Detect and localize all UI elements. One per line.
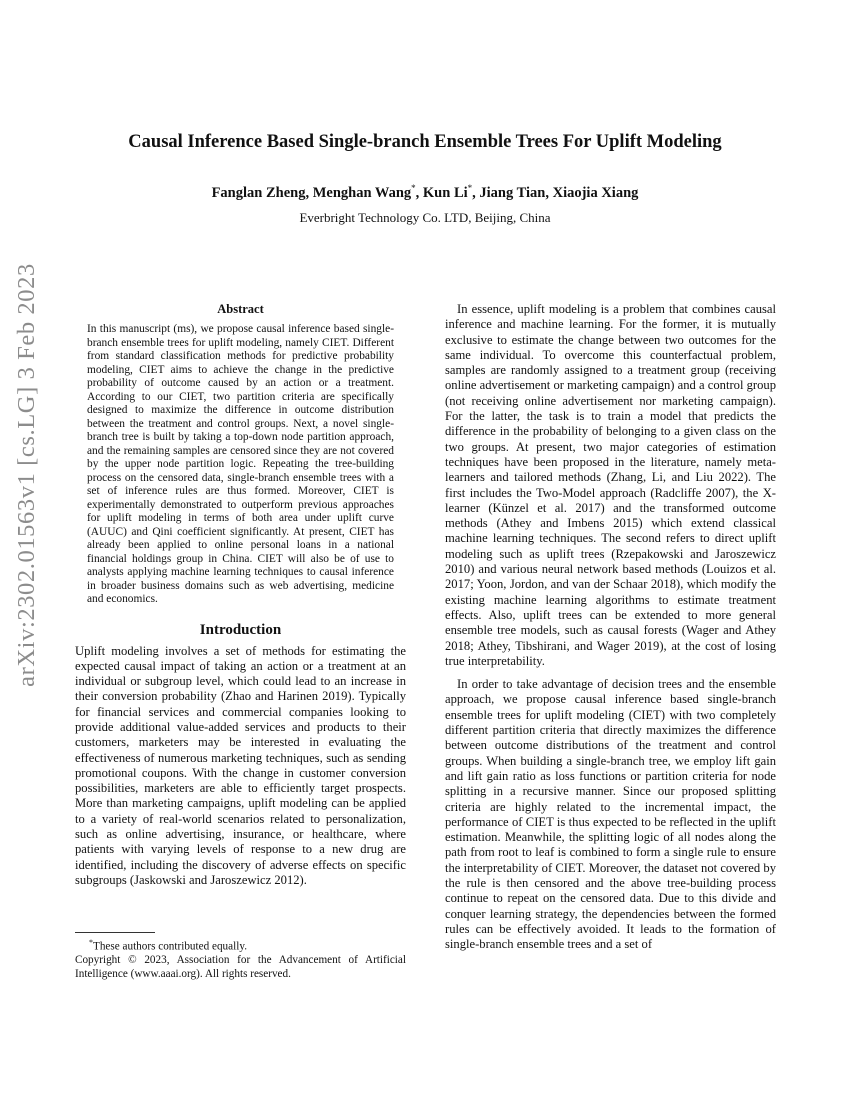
copyright-notice: Copyright © 2023, Association for the Advancement of Artificial Intelligence (www.aaai.org). All rights reserved.: [75, 954, 406, 980]
affiliation: Everbright Technology Co. LTD, Beijing, China: [299, 210, 551, 225]
author-list: [75, 183, 775, 202]
arxiv-identifier-text: arXiv:2302.01563v1 [cs.LG] 3 Feb 2023: [13, 263, 40, 687]
author-zheng: Fanglan Zheng,: [211, 184, 313, 201]
introduction-paragraph-1: Uplift modeling involves a set of methods for estimating the expected causal impact of taking an action or a treatment at an individual or subgroup level, which could lead to an increase in their conversion probability (Zhao and Harinen 2019). Typically for financial services and commercial companies looking to provide additional value-added services and products to their customers, marketers may be interested in evaluating the effectiveness of numerous marketing techniques, such as sending promotional coupons. With the change in customer conversion possibilities, marketers are able to efficiently target prospects. More than marketing campaigns, uplift modeling can be applied to a variety of real-world scenarios related to personalization, such as online advertising, insurance, or healthcare, where patients with varying levels of response to a new drug are identified, including the discovery of adverse effects on specific subgroups (Jaskowski and Jaroszewicz 2012).: [75, 643, 406, 887]
introduction-heading: Introduction: [199, 621, 282, 638]
author-li: , Kun Li: [415, 184, 468, 201]
right-column: [445, 302, 776, 952]
footnote-equal-text: These authors contributed equally.: [93, 940, 247, 953]
paper-title: Causal Inference Based Single-branch Ensemble Trees For Uplift Modeling: [128, 132, 722, 152]
arxiv-identifier-stamp: [6, 263, 48, 687]
footnote-rule: [75, 932, 155, 933]
abstract-text: In this manuscript (ms), we propose causal inference based single-branch ensemble trees for uplift modeling, namely CIET. Different from standard classification methods for predictive probability modeling, CIET aims to achieve the change in the predictive probability of outcome caused by an action or a treatment. According to our CIET, two partition criteria are specifically designed to maximize the difference in outcome distribution between the treatment and control groups. Next, a novel single-branch tree is built by taking a top-down node partition approach, and the remaining samples are censored since they are not covered by the upper node partition logic. Repeating the tree-building process on the censored data, single-branch ensemble trees with a set of inference rules are thus formed. Moreover, CIET is experimentally demonstrated to outperform previous approaches for uplift modeling in terms of both area under uplift curve (AUUC) and Qini coefficient significantly. At present, CIET has already been applied to online personal loans in a national financial holdings group in China. CIET will also be of use to analysts applying machine learning techniques to causal inference in broader business domains such as web advertising, medicine and economics.: [87, 323, 394, 605]
author-tian-xiang: , Jiang Tian, Xiaojia Xiang: [472, 184, 639, 201]
introduction-paragraph-3: In order to take advantage of decision trees and the ensemble approach, we propose causal inference based single-branch ensemble trees for uplift modeling (CIET) with two completely different partition criteria that directly maximizes the difference between outcome distributions of the treatment and control groups. When building a single-branch tree, we employ lift gain and lift gain ratio as loss functions or partition criteria for node splitting in a recursive manner. Since our proposed splitting criteria are highly related to the incremental impact, the performance of CIET is thus expected to be reflected in the uplift estimation. Meanwhile, the splitting logic of all nodes along the path from root to leaf is combined to form a single rule to ensure the interpretability of CIET. Moreover, the dataset not covered by the rule is then censored and the above tree-building process continue to repeat on the censored data. Due to this divide and conquer learning strategy, the dependencies between the formed rules can be effectively avoided. It leads to the formation of single-branch ensemble trees and a set of: [445, 677, 776, 952]
abstract-heading: Abstract: [217, 302, 264, 316]
introduction-paragraph-2: In essence, uplift modeling is a problem that combines causal inference and machine learning. For the former, it is mutually exclusive to estimate the change between two outcomes for the same individual. To overcome this counterfactual problem, samples are randomly assigned to a treatment group (receiving online advertisement or marketing campaign) and a control group (not receiving online advertisement nor marketing campaign). For the latter, the task is to train a model that predicts the difference in the probability of belonging to a given class on the two groups. At present, two major categories of estimation techniques have been proposed in the literature, namely meta-learners and tailored methods (Zhang, Li, and Liu 2022). The first includes the Two-Model approach (Radcliffe 2007), the X-learner (Künzel et al. 2017) and the transformed outcome methods (Athey and Imbens 2015) which extend classical machine learning techniques. The second refers to direct uplift modeling such as uplift trees (Rzepakowski and Jaroszewicz 2010) and various neural network based methods (Louizos et al. 2017; Yoon, Jordon, and van der Schaar 2018), which modify the existing machine learning algorithms to estimate treatment effects. Also, uplift trees can be extended to more general ensemble tree models, such as causal forests (Wager and Athey 2018; Athey, Tibshirani, and Wager 2019), at the cost of losing true interpretability.: [445, 302, 776, 668]
footnotes: [75, 932, 406, 981]
equal-contribution-mark: *: [467, 183, 473, 193]
footnote-mark: *: [89, 938, 93, 947]
left-column: [75, 302, 406, 888]
equal-contribution-mark: *: [411, 183, 416, 193]
footnote-equal-contribution: [75, 936, 406, 954]
author-wang: Menghan Wang: [312, 184, 412, 201]
